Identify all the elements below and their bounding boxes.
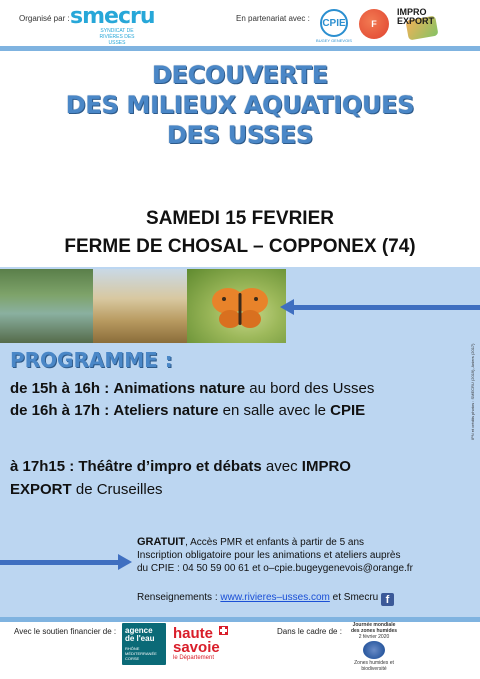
title-line-3: DES USSES [167, 121, 313, 149]
reeds-photo [93, 269, 187, 343]
fete-nature-logo: F [359, 9, 389, 39]
impro-logo-line2: EXPORT [397, 16, 435, 26]
journee-zones-humides-logo [344, 622, 404, 672]
practical-info [137, 536, 413, 575]
programme-item-2-time: de 16h à 17h : [10, 402, 110, 419]
agence-logo-line3: RHÔNE MÉDITERRANÉE CORSE [125, 646, 157, 661]
info-access-line [137, 536, 413, 549]
arrow-left-pointer-icon [292, 305, 480, 310]
cpie-logo-mark: CPIE [320, 9, 348, 37]
event-date: SAMEDI 15 FEVRIER [146, 208, 334, 229]
contact-label: Renseignements : [137, 592, 221, 603]
programme-item-3-time: à 17h15 : [10, 458, 75, 475]
river-photo [0, 269, 93, 343]
butterfly-icon [210, 283, 270, 333]
programme-heading: PROGRAMME : [10, 348, 173, 372]
agence-logo-line2: de l'eau [125, 634, 155, 643]
smecru-logo-word: smecru [70, 4, 155, 29]
savoie-cross-icon [219, 626, 228, 635]
website-link[interactable]: www.rivieres–usses.com [220, 592, 330, 603]
jmzh-line1: Journée mondiale [352, 622, 396, 628]
title-line-2: DES MILIEUX AQUATIQUES [65, 91, 415, 119]
programme-item-1 [10, 379, 374, 399]
info-free: GRATUIT [137, 536, 186, 548]
arrow-right-pointer-icon [0, 560, 120, 565]
info-registration-1: Inscription obligatoire pour les animations et ateliers auprès [137, 550, 401, 561]
event-place: FERME DE CHOSAL – COPPONEX (74) [64, 236, 416, 257]
hs-logo-line1: haute [173, 625, 214, 642]
programme-item-4 [10, 480, 163, 500]
programme-item-3-detail: avec [261, 458, 302, 475]
programme-item-2-partner: CPIE [330, 402, 366, 419]
programme-item-3 [10, 457, 351, 477]
impro-export-logo [397, 8, 443, 42]
contact-line [137, 592, 394, 606]
info-access: , Accès PMR et enfants à partir de 5 ans [185, 537, 365, 548]
support-label: Avec le soutien financier de : [14, 627, 117, 636]
page-title [0, 60, 480, 150]
header [0, 0, 480, 46]
programme-item-1-detail: au bord des Usses [245, 380, 375, 397]
programme-item-2-activity: Ateliers nature [113, 402, 219, 419]
hs-logo-line2: savoie [173, 639, 220, 656]
programme-item-3-activity: Théâtre d’impro et débats [78, 458, 262, 475]
hs-logo-line3: le Département [173, 655, 215, 661]
jmzh-line2: des zones humides [350, 628, 398, 634]
event-info [0, 205, 480, 261]
programme-item-2 [10, 401, 365, 421]
organized-by-label: Organisé par : [19, 14, 70, 23]
frame-label: Dans le cadre de : [277, 627, 342, 636]
photo-credits: IPN et crédits photos : SMECRU (2019), Aniers (2017) [470, 343, 475, 440]
smecru-logo [70, 6, 160, 44]
contact-tail: et Smecru [329, 592, 379, 603]
programme-item-1-time: de 15h à 16h : [10, 380, 110, 397]
facebook-icon[interactable]: f [381, 593, 394, 606]
top-divider [0, 46, 480, 51]
title-line-1: DECOUVERTE [152, 61, 328, 89]
smecru-logo-subtitle: SYNDICAT DE RIVIÈRES DES USSES [99, 28, 135, 46]
programme-item-4-detail: de Cruseilles [71, 481, 163, 498]
agence-logo-line1: agence [125, 626, 153, 635]
programme-item-4-activity: EXPORT [10, 481, 72, 498]
haute-savoie-logo [173, 627, 235, 661]
wetland-globe-icon [363, 641, 385, 659]
bottom-divider [0, 617, 480, 622]
programme-item-3-partner: IMPRO [301, 458, 351, 475]
jmzh-line4: Zones humides et biodiversité [354, 660, 394, 672]
cpie-logo [314, 9, 354, 43]
agence-eau-logo [122, 623, 166, 665]
programme-item-2-detail: en salle avec le [218, 402, 331, 419]
programme-item-1-activity: Animations nature [113, 380, 246, 397]
impro-logo-line1: IMPRO [397, 7, 427, 17]
jmzh-line3: 2 février 2020 [358, 634, 390, 640]
cpie-logo-caption: BUGEY GENEVOIS [316, 38, 352, 43]
info-registration-2: du CPIE : 04 50 59 00 61 et o–cpie.bugeygenevois@orange.fr [137, 563, 413, 574]
partnership-label: En partenariat avec : [236, 14, 310, 23]
